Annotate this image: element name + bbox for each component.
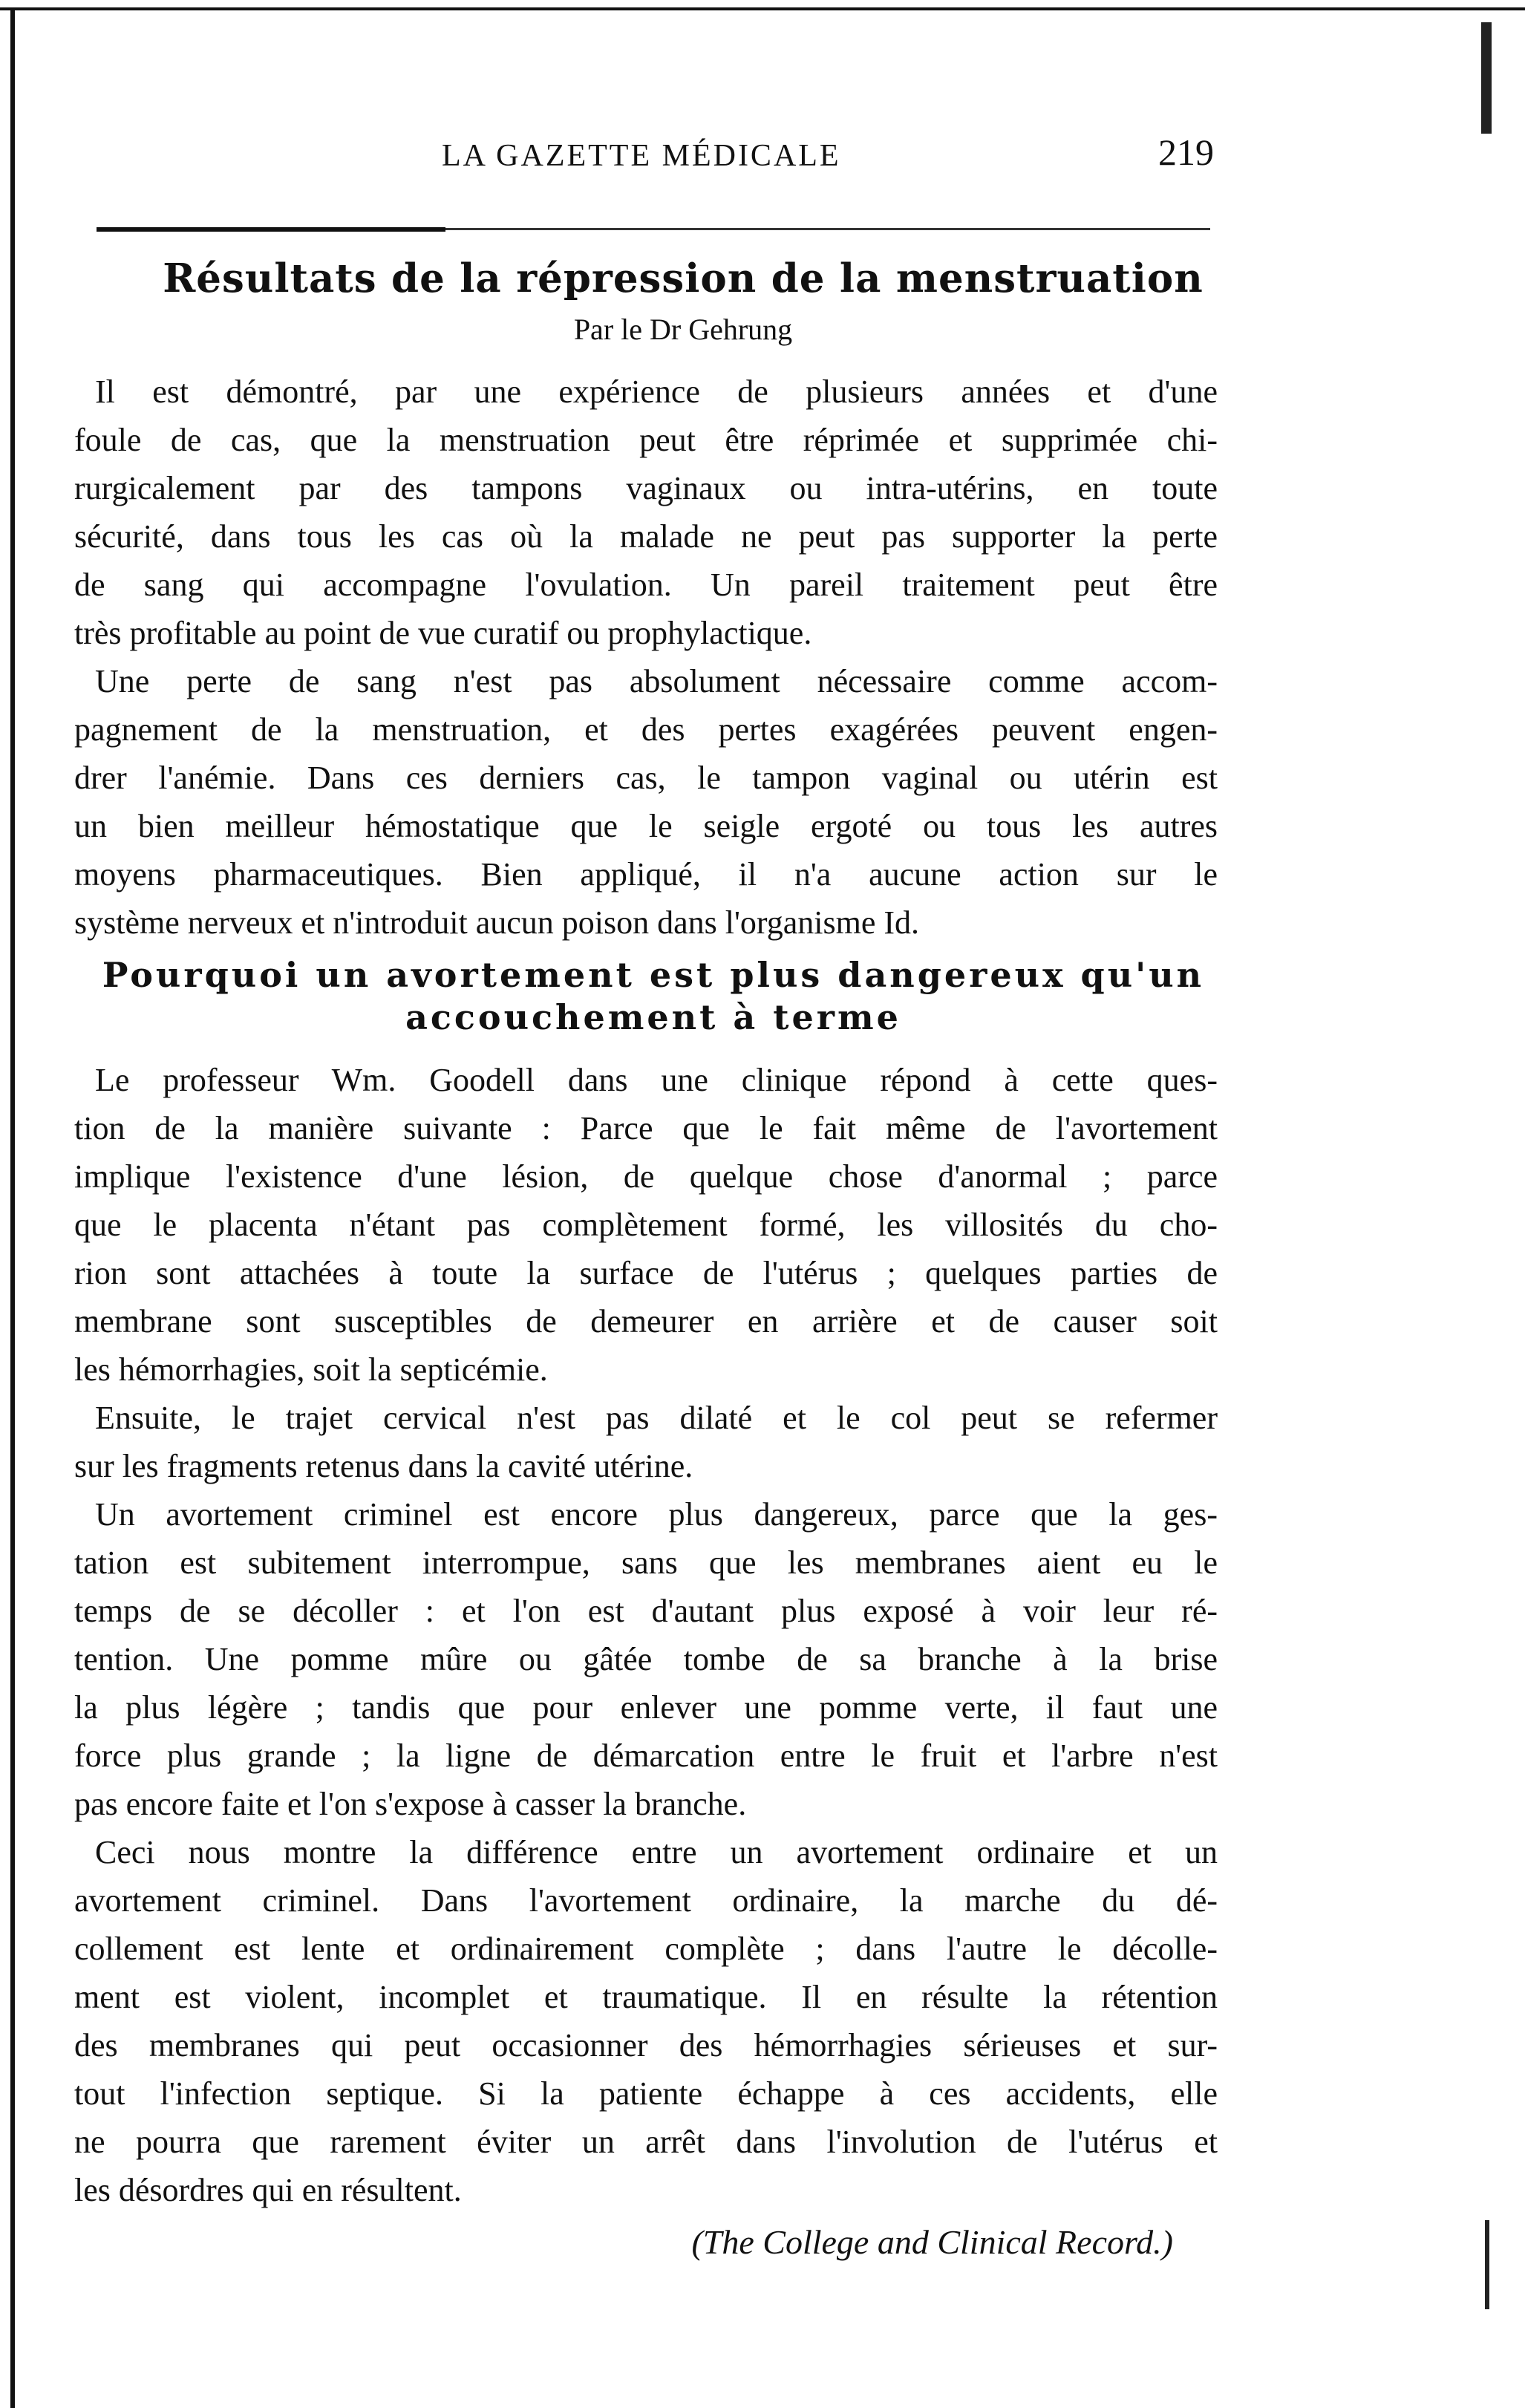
scan-speck	[1481, 22, 1492, 134]
paragraph-line: tion de la manière suivante : Parce que le fait même de l'avortement	[74, 1110, 1218, 1146]
scan-speck	[1485, 2220, 1489, 2309]
paragraph-line: la plus légère ; tandis que pour enlever une pomme verte, il faut une	[74, 1689, 1218, 1726]
paragraph-line: tout l'infection septique. Si la patiente échappe à ces accidents, elle	[74, 2075, 1218, 2112]
paragraph-line: Le professeur Wm. Goodell dans une clinique répond à cette ques-	[95, 1062, 1218, 1098]
page-number: 219	[1158, 131, 1214, 173]
paragraph-line: drer l'anémie. Dans ces derniers cas, le tampon vaginal ou utérin est	[74, 760, 1218, 796]
running-title: LA GAZETTE MÉDICALE	[442, 139, 841, 173]
paragraph-line: sur les fragments retenus dans la cavité utérine.	[74, 1448, 693, 1484]
header-rule	[445, 228, 1210, 230]
article-title	[82, 954, 1225, 1039]
paragraph-line: collement est lente et ordinairement complète ; dans l'autre le décolle-	[74, 1931, 1218, 1967]
paragraph-line: Il est démontré, par une expérience de plusieurs années et d'une	[95, 373, 1218, 410]
source-citation: (The College and Clinical Record.)	[691, 2223, 1173, 2261]
paragraph-line: avortement criminel. Dans l'avortement ordinaire, la marche du dé-	[74, 1882, 1218, 1919]
paragraph-line: ment est violent, incomplet et traumatique. Il en résulte la rétention	[74, 1979, 1218, 2015]
paragraph-line: les hémorrhagies, soit la septicémie.	[74, 1351, 548, 1388]
paragraph-line: très profitable au point de vue curatif ou prophylactique.	[74, 615, 812, 651]
paragraph-line: tation est subitement interrompue, sans que les membranes aient eu le	[74, 1544, 1218, 1581]
paragraph-line: rurgicalement par des tampons vaginaux ou intra-utérins, en toute	[74, 470, 1218, 506]
paragraph-line: pagnement de la menstruation, et des pertes exagérées peuvent engen-	[74, 711, 1218, 748]
paragraph-line: des membranes qui peut occasionner des hémorrhagies sérieuses et sur-	[74, 2027, 1218, 2063]
paragraph-line: force plus grande ; la ligne de démarcation entre le fruit et l'arbre n'est	[74, 1738, 1218, 1774]
paragraph-line: foule de cas, que la menstruation peut être réprimée et supprimée chi-	[74, 422, 1218, 458]
paragraph-line: Une perte de sang n'est pas absolument nécessaire comme accom-	[95, 663, 1218, 699]
paragraph-line: tention. Une pomme mûre ou gâtée tombe de sa branche à la brise	[74, 1641, 1218, 1677]
paragraph-line: pas encore faite et l'on s'expose à casser la branche.	[74, 1786, 747, 1822]
paragraph-line: Ceci nous montre la différence entre un avortement ordinaire et un	[95, 1834, 1218, 1870]
article-title-line: accouchement à terme	[405, 997, 901, 1037]
paragraph-line: implique l'existence d'une lésion, de quelque chose d'anormal ; parce	[74, 1158, 1218, 1195]
paragraph-line: moyens pharmaceutiques. Bien appliqué, il n'a aucune action sur le	[74, 856, 1218, 893]
paragraph-line: sécurité, dans tous les cas où la malade ne peut pas supporter la perte	[74, 518, 1218, 555]
paragraph-line: temps de se décoller : et l'on est d'autant plus exposé à voir leur ré-	[74, 1593, 1218, 1629]
header-rule	[97, 227, 445, 232]
byline: Par le Dr Gehrung	[573, 313, 793, 346]
paragraph-line: système nerveux et n'introduit aucun poison dans l'organisme Id.	[74, 904, 920, 941]
scan-edge-left	[10, 7, 15, 2408]
article-title-line: Pourquoi un avortement est plus dangereux qu'un	[102, 955, 1205, 995]
paragraph-line: rion sont attachées à toute la surface de l'utérus ; quelques parties de	[74, 1255, 1218, 1291]
article-title: Résultats de la répression de la menstruation	[163, 255, 1204, 301]
scan-edge-top	[0, 7, 1525, 10]
paragraph-line: Un avortement criminel est encore plus dangereux, parce que la ges-	[95, 1496, 1218, 1533]
paragraph-line: de sang qui accompagne l'ovulation. Un pareil traitement peut être	[74, 567, 1218, 603]
paragraph-line: ne pourra que rarement éviter un arrêt dans l'involution de l'utérus et	[74, 2124, 1218, 2160]
paragraph-line: Ensuite, le trajet cervical n'est pas dilaté et le col peut se refermer	[95, 1400, 1218, 1436]
paragraph-line: un bien meilleur hémostatique que le seigle ergoté ou tous les autres	[74, 808, 1218, 844]
paragraph-line: membrane sont susceptibles de demeurer en arrière et de causer soit	[74, 1303, 1218, 1340]
paragraph-line: que le placenta n'étant pas complètement formé, les villosités du cho-	[74, 1207, 1218, 1243]
paragraph-line: les désordres qui en résultent.	[74, 2172, 462, 2208]
